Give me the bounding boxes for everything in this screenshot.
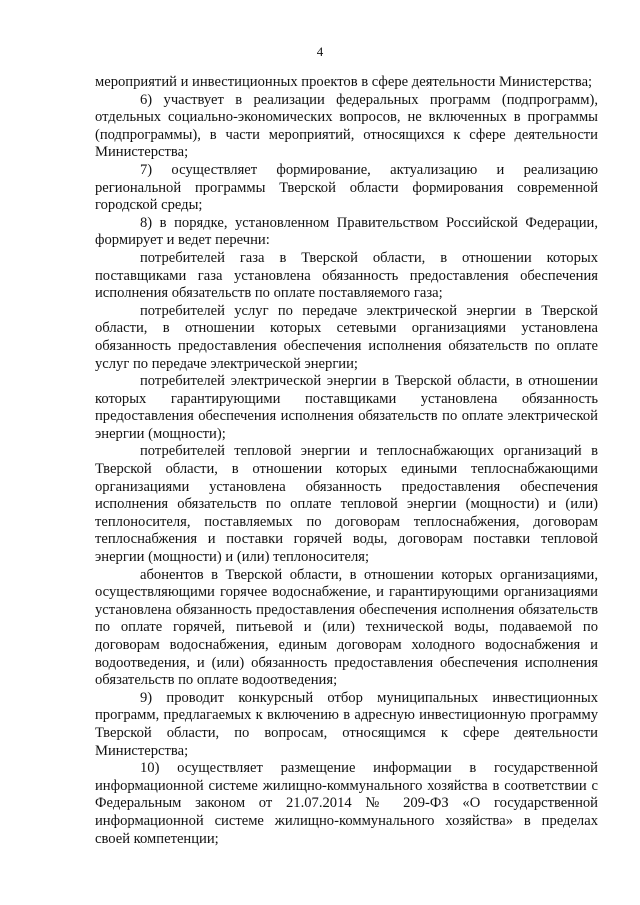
paragraph: потребителей услуг по передаче электрической энергии в Тверской области, в отношении которых сетевыми организациями установлена обязанность предоставления обеспечения исполнения обязательств по оплате услуг по передаче электрической энергии; — [95, 302, 598, 372]
paragraph: потребителей газа в Тверской области, в отношении которых поставщиками газа установлена обязанность предоставления обеспечения исполнения обязательств по оплате поставляемого газа; — [95, 249, 598, 302]
paragraph: 7) осуществляет формирование, актуализацию и реализацию региональной программы Тверской области формирования современной городской среды; — [95, 161, 598, 214]
paragraph: 10) осуществляет размещение информации в государственной информационной системе жилищно-коммунального хозяйства в соответствии с Федеральным законом от 21.07.2014 № 209-ФЗ «О государственной информационной системе жилищно-коммунального хозяйства» в пределах своей компетенции; — [95, 760, 598, 847]
paragraph: 6) участвует в реализации федеральных программ (подпрограмм), отдельных социально-экономических вопросов, не включенных в программы (подпрограммы), в части мероприятий, относящихся к сфере деятельности Министерства; — [95, 91, 598, 161]
paragraph: потребителей тепловой энергии и теплоснабжающих организаций в Тверской области, в отношении которых едиными теплоснабжающими организациями установлена обязанность предоставления обеспечения исполнения обязательств по оплате тепловой энергии (мощности) и (или) теплоносителя, поставляемых по договорам теплоснабжения, договорам теплоснабжения и поставки горячей воды, договорам поставки тепловой энергии (мощности) и (или) теплоносителя; — [95, 443, 598, 566]
paragraph: абонентов в Тверской области, в отношении которых организациями, осуществляющими горячее водоснабжение, и гарантирующими организациями установлена обязанность предоставления обеспечения исполнения обязательств по оплате горячей, питьевой и (или) технической воды, подаваемой по договорам водоснабжения, единым договорам холодного водоснабжения и водоотведения, и (или) обязанность предоставления обеспечения исполнения обязательств по оплате водоотведения; — [95, 566, 598, 689]
document-body — [95, 74, 598, 848]
paragraph: мероприятий и инвестиционных проектов в сфере деятельности Министерства; — [95, 74, 593, 90]
paragraph: потребителей электрической энергии в Тверской области, в отношении которых гарантирующими поставщиками установлена обязанность предоставления обеспечения исполнения обязательств по оплате электрической энергии (мощности); — [95, 373, 598, 442]
paragraph: 8) в порядке, установленном Правительством Российской Федерации, формирует и ведет перечни: — [95, 214, 598, 249]
page-number: 4 — [316, 44, 324, 59]
paragraph: 9) проводит конкурсный отбор муниципальных инвестиционных программ, предлагаемых к включению в адресную инвестиционную программу Тверской области, по вопросам, относящимся к сфере деятельности Министерства; — [95, 689, 598, 759]
